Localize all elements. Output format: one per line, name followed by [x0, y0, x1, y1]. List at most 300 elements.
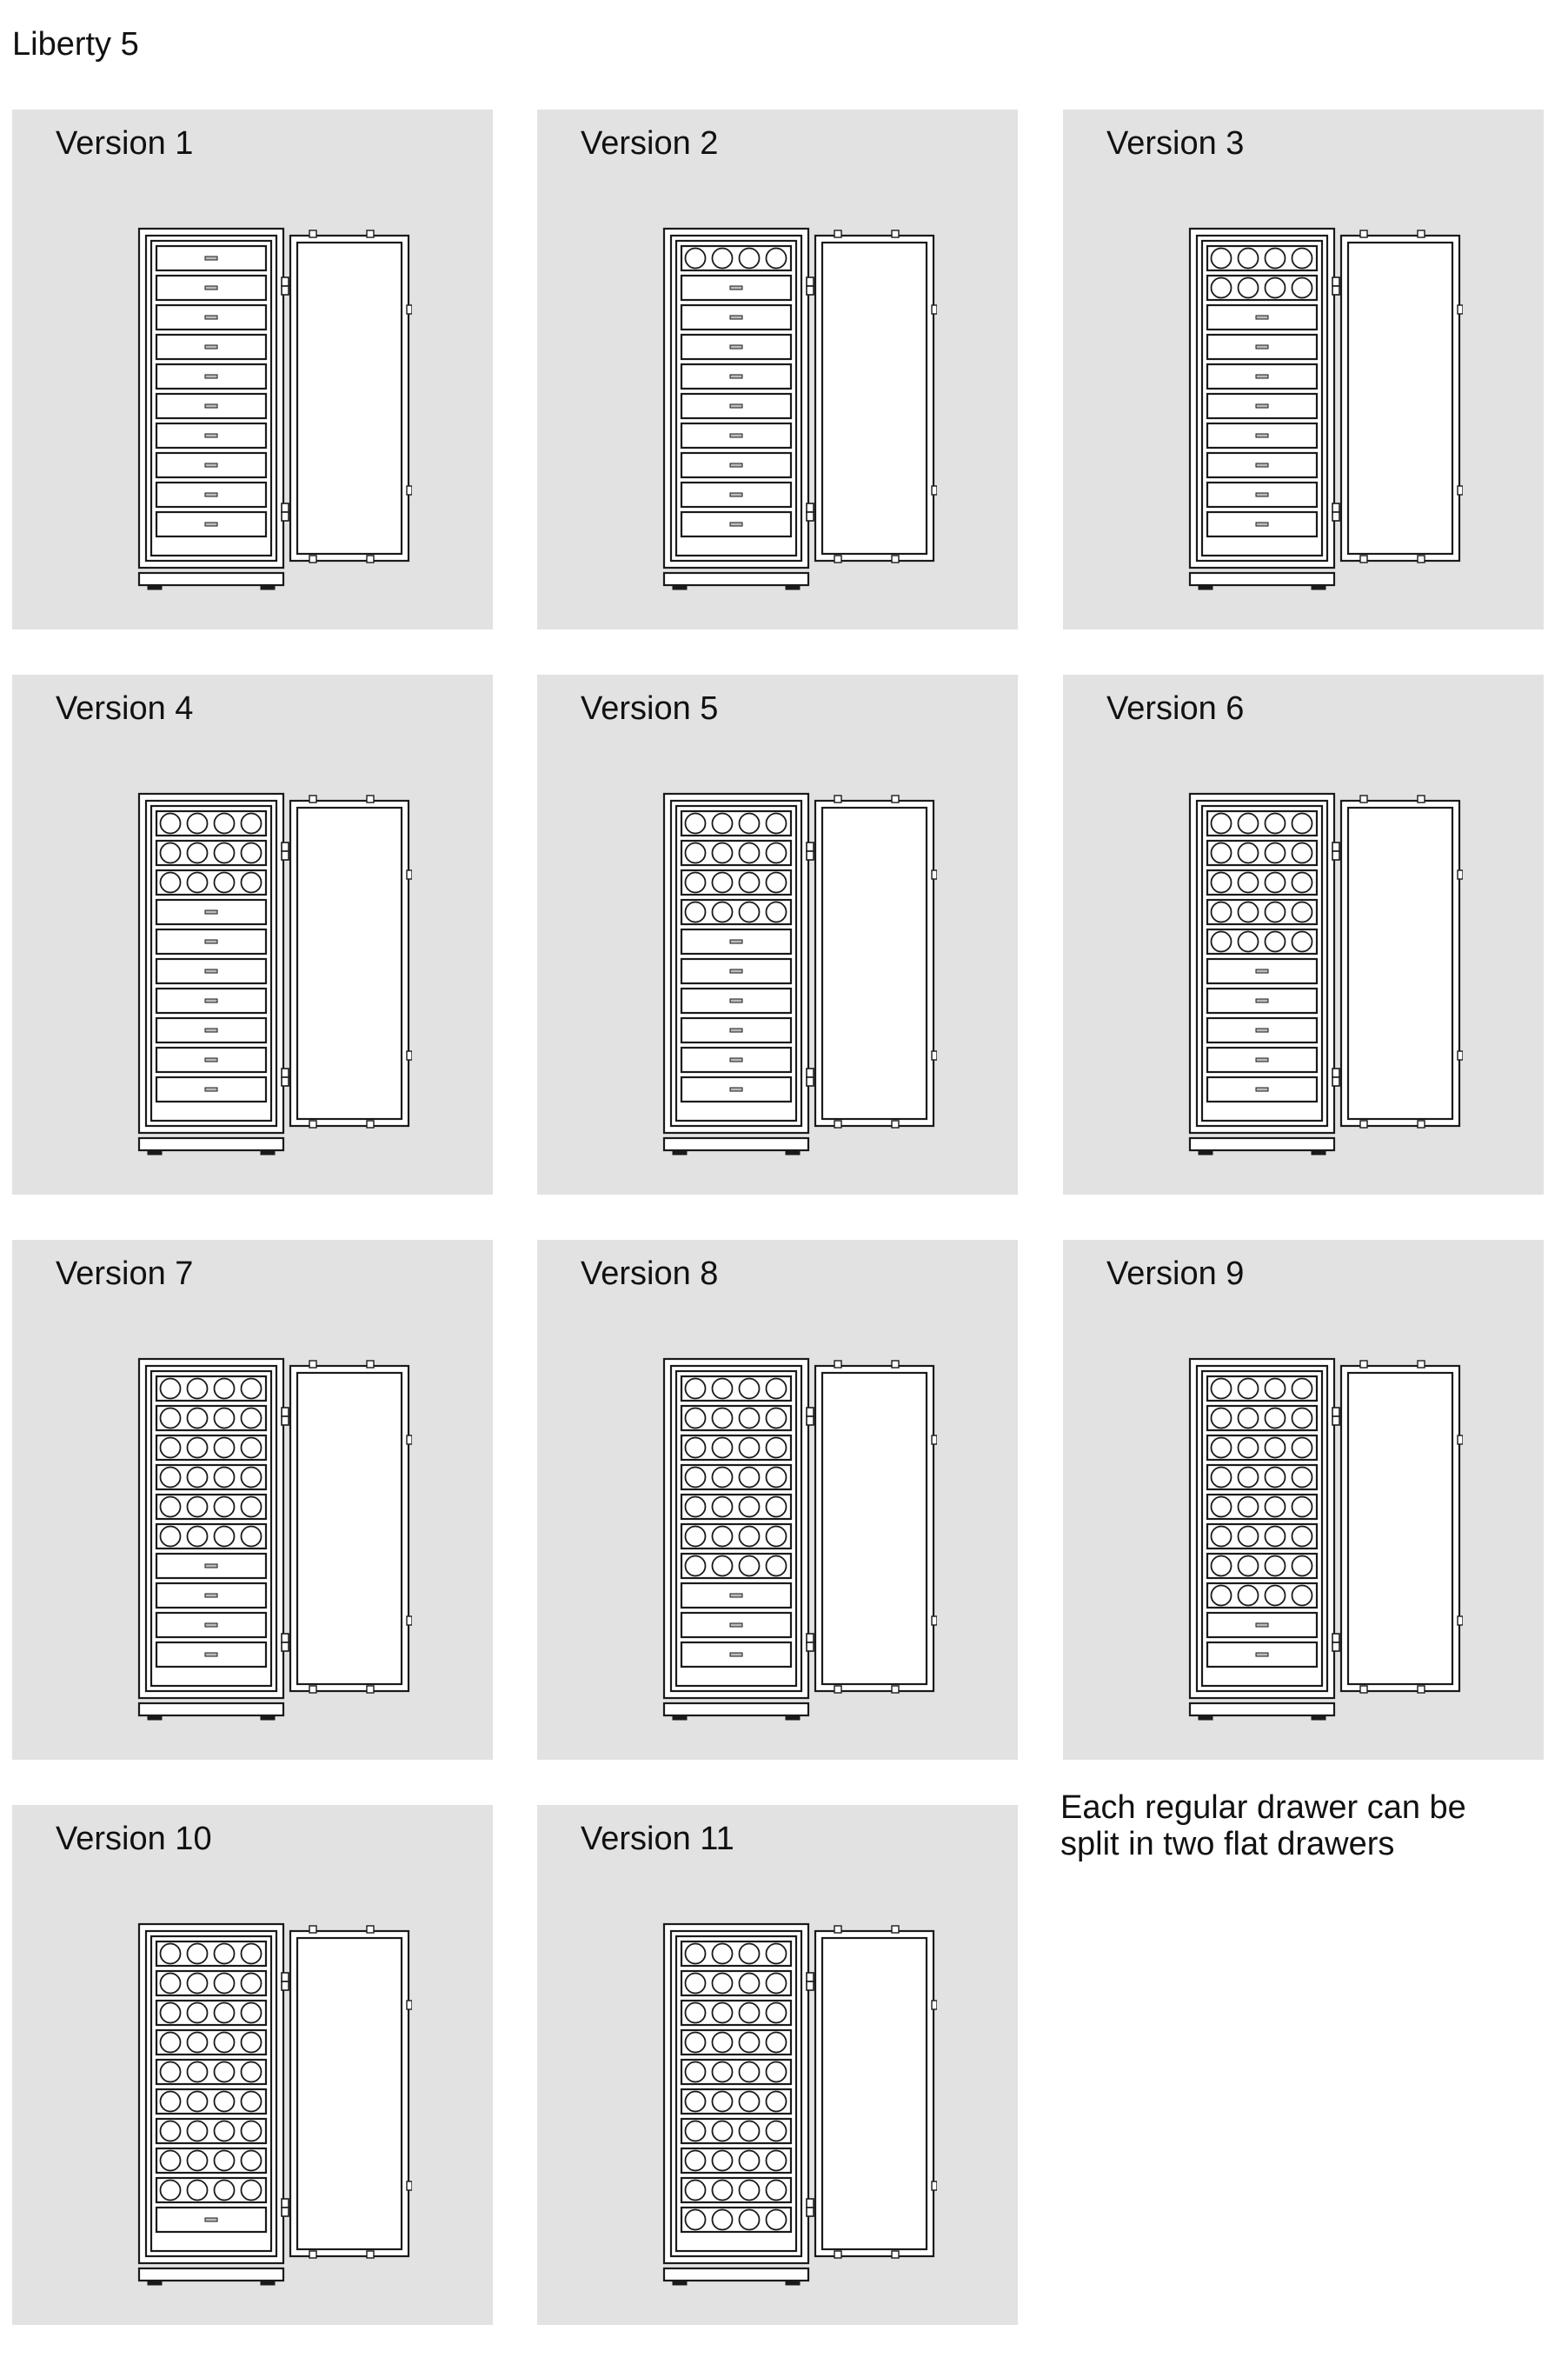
bottle-slot	[740, 1527, 760, 1547]
bottle-slot	[188, 2033, 208, 2053]
hinge	[282, 2199, 289, 2208]
door-latch	[1360, 796, 1367, 803]
door-bolt	[407, 486, 412, 495]
bottle-slot	[161, 843, 181, 863]
hinge	[282, 1981, 289, 1990]
bottle-slot	[1266, 1497, 1286, 1517]
bottle-slot	[686, 1527, 706, 1547]
hinge	[807, 1981, 814, 1990]
bottle-slot	[1266, 249, 1286, 269]
door-latch	[892, 1686, 899, 1693]
drawer-handle	[730, 375, 742, 378]
bottle-slot	[215, 2151, 235, 2171]
safe-drawing	[125, 1355, 412, 1721]
version-label: Version 10	[56, 1821, 212, 1857]
hinge	[807, 512, 814, 521]
bottle-slot	[1266, 932, 1286, 952]
bottle-slot	[242, 2121, 262, 2141]
bottle-slot	[188, 873, 208, 893]
bottle-slot	[161, 2003, 181, 2023]
foot	[786, 1715, 800, 1720]
bottle-slot	[242, 2003, 262, 2023]
door-latch	[892, 1361, 899, 1368]
bottle-slot	[713, 1468, 733, 1488]
bottle-slot	[713, 2121, 733, 2141]
drawer-handle	[1256, 404, 1268, 408]
hinge	[1332, 1077, 1339, 1086]
bottle-slot	[161, 2062, 181, 2082]
bottle-slot	[188, 814, 208, 834]
door-latch	[892, 230, 899, 237]
door-panel	[1348, 1373, 1452, 1684]
cabinet-base	[1190, 573, 1334, 585]
bottle-slot	[767, 843, 787, 863]
bottle-slot	[188, 843, 208, 863]
hinge	[807, 851, 814, 860]
bottle-slot	[242, 1527, 262, 1547]
door-bolt	[1458, 305, 1463, 314]
bottle-slot	[767, 873, 787, 893]
door-panel	[822, 1938, 927, 2249]
bottle-slot	[1292, 1497, 1312, 1517]
bottle-slot	[215, 1527, 235, 1547]
bottle-slot	[1266, 1468, 1286, 1488]
bottle-slot	[713, 2181, 733, 2201]
foot	[673, 1150, 687, 1155]
version-label: Version 11	[581, 1821, 734, 1857]
bottle-slot	[188, 2062, 208, 2082]
bottle-slot	[740, 1438, 760, 1458]
door-bolt	[1458, 1051, 1463, 1060]
door-latch	[1418, 1361, 1425, 1368]
version-panel	[12, 1805, 493, 2325]
hinge	[282, 1077, 289, 1086]
foot	[148, 1715, 162, 1720]
foot	[786, 1150, 800, 1155]
bottle-slot	[713, 2062, 733, 2082]
bottle-slot	[713, 1556, 733, 1576]
door-panel	[297, 1373, 402, 1684]
drawer-handle	[205, 940, 217, 943]
bottle-slot	[686, 2210, 706, 2230]
bottle-slot	[1239, 843, 1259, 863]
drawer-handle	[1256, 375, 1268, 378]
hinge	[282, 1069, 289, 1077]
drawer-handle	[1256, 969, 1268, 973]
bottle-slot	[686, 814, 706, 834]
door-bolt	[407, 1051, 412, 1060]
bottle-slot	[1292, 873, 1312, 893]
bottle-slot	[767, 1438, 787, 1458]
hinge	[807, 286, 814, 295]
bottle-slot	[1239, 1497, 1259, 1517]
drawer-handle	[730, 940, 742, 943]
bottle-slot	[1212, 1438, 1232, 1458]
version-panel	[537, 1805, 1018, 2325]
foot	[261, 1715, 275, 1720]
hinge	[282, 286, 289, 295]
hinge	[282, 1408, 289, 1416]
hinge	[807, 843, 814, 851]
bottle-slot	[188, 1468, 208, 1488]
door-bolt	[932, 486, 937, 495]
bottle-slot	[242, 814, 262, 834]
bottle-slot	[740, 1944, 760, 1964]
bottle-slot	[686, 843, 706, 863]
bottle-slot	[1212, 873, 1232, 893]
bottle-slot	[215, 2033, 235, 2053]
foot	[1312, 1150, 1325, 1155]
safe-drawing	[125, 1921, 412, 2286]
drawer-handle	[205, 999, 217, 1002]
bottle-slot	[161, 814, 181, 834]
bottle-slot	[767, 1556, 787, 1576]
drawer-handle	[205, 375, 217, 378]
door-latch	[1360, 230, 1367, 237]
bottle-slot	[1266, 843, 1286, 863]
bottle-slot	[1212, 278, 1232, 298]
hinge	[807, 1634, 814, 1642]
bottle-slot	[1292, 1527, 1312, 1547]
bottle-slot	[215, 1379, 235, 1399]
bottle-slot	[740, 2033, 760, 2053]
bottle-slot	[1292, 1586, 1312, 1606]
bottle-slot	[1239, 902, 1259, 922]
bottle-slot	[215, 1497, 235, 1517]
drawer-handle	[730, 493, 742, 496]
version-label: Version 1	[56, 125, 194, 162]
bottle-slot	[215, 2003, 235, 2023]
hinge	[282, 1416, 289, 1425]
door-bolt	[407, 2001, 412, 2009]
cabinet-base	[1190, 1138, 1334, 1150]
bottle-slot	[188, 2003, 208, 2023]
bottle-slot	[242, 1438, 262, 1458]
bottle-slot	[686, 902, 706, 922]
bottle-slot	[1292, 1409, 1312, 1429]
bottle-slot	[242, 873, 262, 893]
drawer-handle	[205, 256, 217, 260]
foot	[786, 585, 800, 589]
bottle-slot	[686, 2092, 706, 2112]
bottle-slot	[740, 1468, 760, 1488]
bottle-slot	[686, 1974, 706, 1994]
bottle-slot	[161, 2092, 181, 2112]
bottle-slot	[740, 1974, 760, 1994]
drawer-handle	[1256, 316, 1268, 319]
bottle-slot	[740, 2121, 760, 2141]
bottle-slot	[767, 814, 787, 834]
bottle-slot	[740, 843, 760, 863]
hinge	[1332, 1642, 1339, 1651]
version-panel	[537, 110, 1018, 629]
bottle-slot	[686, 2151, 706, 2171]
bottle-slot	[1239, 1409, 1259, 1429]
drawer-handle	[1256, 999, 1268, 1002]
hinge	[1332, 1069, 1339, 1077]
bottle-slot	[686, 2181, 706, 2201]
door-latch	[892, 556, 899, 563]
door-panel	[822, 243, 927, 554]
bottle-slot	[188, 1527, 208, 1547]
drawer-handle	[730, 523, 742, 526]
hinge	[282, 1973, 289, 1981]
bottle-slot	[1212, 1379, 1232, 1399]
bottle-slot	[740, 2181, 760, 2201]
drawer-handle	[730, 1029, 742, 1032]
bottle-slot	[161, 2033, 181, 2053]
door-panel	[1348, 808, 1452, 1119]
version-label: Version 4	[56, 690, 194, 727]
door-bolt	[407, 1435, 412, 1444]
door-latch	[367, 556, 374, 563]
bottle-slot	[740, 1379, 760, 1399]
bottle-slot	[767, 2121, 787, 2141]
bottle-slot	[686, 2003, 706, 2023]
bottle-slot	[1292, 843, 1312, 863]
version-label: Version 5	[581, 690, 719, 727]
bottle-slot	[713, 902, 733, 922]
door-latch	[309, 556, 316, 563]
drawer-handle	[730, 1623, 742, 1627]
bottle-slot	[161, 1527, 181, 1547]
bottle-slot	[740, 902, 760, 922]
bottle-slot	[1292, 278, 1312, 298]
drawer-handle	[205, 434, 217, 437]
drawer-handle	[1256, 463, 1268, 467]
drawer-handle	[730, 1653, 742, 1656]
bottle-slot	[1239, 249, 1259, 269]
bottle-slot	[686, 1556, 706, 1576]
bottle-slot	[740, 873, 760, 893]
bottle-slot	[215, 2062, 235, 2082]
bottle-slot	[1292, 1468, 1312, 1488]
bottle-slot	[215, 2121, 235, 2141]
bottle-slot	[767, 2062, 787, 2082]
bottle-slot	[161, 1468, 181, 1488]
door-latch	[834, 556, 841, 563]
bottle-slot	[188, 2092, 208, 2112]
page-title: Liberty 5	[12, 26, 139, 63]
drawer-handle	[205, 1623, 217, 1627]
bottle-slot	[767, 2003, 787, 2023]
bottle-slot	[242, 1468, 262, 1488]
door-latch	[1418, 1121, 1425, 1128]
bottle-slot	[1266, 1586, 1286, 1606]
foot	[261, 1150, 275, 1155]
bottle-slot	[161, 1379, 181, 1399]
bottle-slot	[713, 814, 733, 834]
hinge	[282, 851, 289, 860]
bottle-slot	[1239, 1468, 1259, 1488]
foot	[148, 1150, 162, 1155]
door-panel	[1348, 243, 1452, 554]
door-bolt	[932, 1051, 937, 1060]
drawer-handle	[730, 316, 742, 319]
bottle-slot	[1239, 814, 1259, 834]
bottle-slot	[740, 2210, 760, 2230]
version-label: Version 7	[56, 1255, 194, 1292]
door-bolt	[1458, 870, 1463, 879]
bottle-slot	[215, 1438, 235, 1458]
bottle-slot	[767, 1497, 787, 1517]
door-bolt	[932, 2001, 937, 2009]
safe-drawing	[1176, 225, 1463, 590]
door-latch	[834, 2251, 841, 2258]
bottle-slot	[767, 2151, 787, 2171]
drawer-handle	[730, 969, 742, 973]
version-label: Version 6	[1106, 690, 1245, 727]
bottle-slot	[188, 1944, 208, 1964]
door-latch	[309, 230, 316, 237]
bottle-slot	[713, 2033, 733, 2053]
bottle-slot	[161, 2121, 181, 2141]
door-panel	[297, 808, 402, 1119]
drawer-handle	[1256, 1058, 1268, 1062]
bottle-slot	[242, 1944, 262, 1964]
door-bolt	[407, 1616, 412, 1625]
safe-drawing	[650, 790, 937, 1156]
door-bolt	[932, 2181, 937, 2190]
drawer-handle	[1256, 1653, 1268, 1656]
foot	[261, 585, 275, 589]
door-latch	[1360, 1121, 1367, 1128]
foot	[1312, 1715, 1325, 1720]
bottle-slot	[767, 2210, 787, 2230]
bottle-slot	[686, 1409, 706, 1429]
hinge	[807, 1973, 814, 1981]
hinge	[1332, 503, 1339, 512]
hinge	[807, 1416, 814, 1425]
safe-drawing	[650, 1921, 937, 2286]
drawer-handle	[730, 434, 742, 437]
bottle-slot	[161, 1974, 181, 1994]
bottle-slot	[740, 814, 760, 834]
hinge	[1332, 286, 1339, 295]
version-label: Version 9	[1106, 1255, 1245, 1292]
drawer-handle	[730, 1088, 742, 1091]
hinge	[282, 512, 289, 521]
bottle-slot	[215, 843, 235, 863]
bottle-slot	[188, 1497, 208, 1517]
safe-drawing	[125, 225, 412, 590]
door-latch	[892, 1121, 899, 1128]
bottle-slot	[686, 1497, 706, 1517]
bottle-slot	[215, 873, 235, 893]
door-latch	[367, 1686, 374, 1693]
door-latch	[1360, 1361, 1367, 1368]
hinge	[1332, 843, 1339, 851]
bottle-slot	[242, 1974, 262, 1994]
drawer-handle	[205, 286, 217, 290]
hinge	[1332, 512, 1339, 521]
drawer-handle	[205, 404, 217, 408]
door-latch	[367, 1121, 374, 1128]
foot	[1199, 1715, 1213, 1720]
door-latch	[367, 2251, 374, 2258]
drawer-handle	[205, 910, 217, 914]
bottle-slot	[686, 873, 706, 893]
bottle-slot	[188, 2151, 208, 2171]
bottle-slot	[215, 1468, 235, 1488]
bottle-slot	[740, 2092, 760, 2112]
foot	[673, 2281, 687, 2285]
door-panel	[822, 808, 927, 1119]
cabinet-base	[664, 573, 808, 585]
door-bolt	[932, 305, 937, 314]
bottle-slot	[1266, 278, 1286, 298]
door-panel	[297, 243, 402, 554]
bottle-slot	[161, 873, 181, 893]
bottle-slot	[1239, 1527, 1259, 1547]
bottle-slot	[161, 2181, 181, 2201]
hinge	[282, 1642, 289, 1651]
hinge	[807, 503, 814, 512]
drawer-handle	[205, 493, 217, 496]
safe-drawing	[125, 790, 412, 1156]
bottle-slot	[242, 2092, 262, 2112]
bottle-slot	[1266, 1379, 1286, 1399]
bottle-slot	[713, 1438, 733, 1458]
door-latch	[1418, 796, 1425, 803]
door-latch	[367, 230, 374, 237]
cabinet-base	[139, 2268, 283, 2281]
bottle-slot	[1266, 902, 1286, 922]
bottle-slot	[686, 2121, 706, 2141]
bottle-slot	[161, 2151, 181, 2171]
bottle-slot	[1292, 1438, 1312, 1458]
door-latch	[834, 796, 841, 803]
hinge	[807, 2208, 814, 2216]
bottle-slot	[1212, 1468, 1232, 1488]
door-latch	[1418, 230, 1425, 237]
bottle-slot	[1239, 1556, 1259, 1576]
door-latch	[834, 1926, 841, 1933]
bottle-slot	[1212, 1556, 1232, 1576]
drawer-handle	[730, 345, 742, 349]
hinge	[282, 2208, 289, 2216]
bottle-slot	[713, 1379, 733, 1399]
cabinet-base	[664, 2268, 808, 2281]
bottle-slot	[1292, 932, 1312, 952]
bottle-slot	[713, 249, 733, 269]
bottle-slot	[161, 1438, 181, 1458]
drawer-handle	[205, 969, 217, 973]
cabinet-base	[139, 1703, 283, 1715]
door-latch	[834, 1686, 841, 1693]
drawer-handle	[1256, 434, 1268, 437]
bottle-slot	[242, 2033, 262, 2053]
bottle-slot	[713, 1944, 733, 1964]
door-latch	[892, 796, 899, 803]
bottle-slot	[767, 2092, 787, 2112]
bottle-slot	[740, 249, 760, 269]
drawer-handle	[205, 1564, 217, 1568]
drawer-handle	[205, 1594, 217, 1597]
bottle-slot	[767, 1974, 787, 1994]
version-panel	[537, 675, 1018, 1195]
drawer-handle	[205, 463, 217, 467]
hinge	[1332, 851, 1339, 860]
version-panel	[12, 1240, 493, 1760]
bottle-slot	[713, 2151, 733, 2171]
drawer-handle	[205, 1088, 217, 1091]
bottle-slot	[1292, 902, 1312, 922]
door-latch	[1360, 556, 1367, 563]
bottle-slot	[767, 1379, 787, 1399]
bottle-slot	[713, 1409, 733, 1429]
cabinet-base	[664, 1703, 808, 1715]
